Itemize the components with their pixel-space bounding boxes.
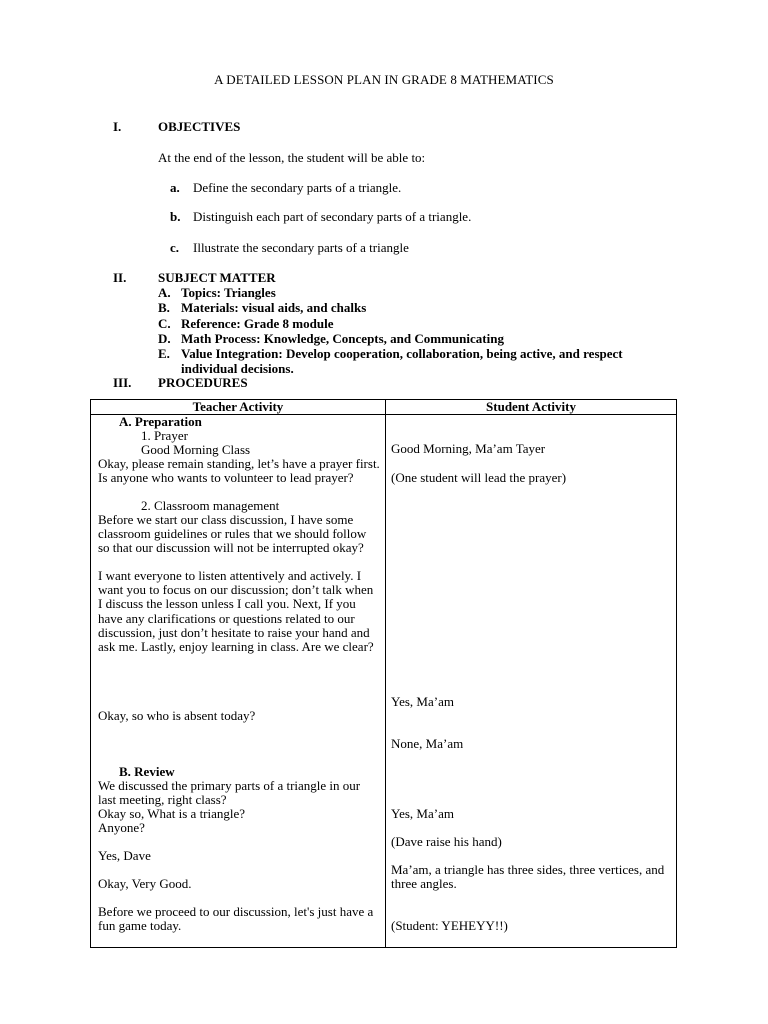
subject-matter-item [158, 346, 661, 376]
teacher-very-good: Okay, Very Good. [98, 876, 192, 891]
objective-letter: b. [170, 209, 181, 224]
teacher-absent-question: Okay, so who is absent today? [98, 708, 256, 723]
section-number: III. [113, 375, 132, 390]
teacher-remain-standing: Okay, please remain standing, let’s have a prayer first. Is anyone who wants to volunteer to lead prayer? [98, 456, 380, 486]
teacher-anyone: Anyone? [98, 820, 145, 835]
subject-matter-item [158, 316, 661, 331]
prayer-heading: 1. Prayer [141, 428, 188, 443]
document-title: A DETAILED LESSON PLAN IN GRADE 8 MATHEMATICS [214, 72, 554, 87]
teacher-greeting: Good Morning Class [141, 442, 251, 457]
teacher-guidelines: Before we start our class discussion, I have some classroom guidelines or rules that we should follow so that our discussion will not be interrupted okay? [98, 512, 367, 556]
objective-item [170, 180, 401, 196]
student-none-maam: None, Ma’am [391, 736, 464, 751]
student-triangle-definition: Ma’am, a triangle has three sides, three vertices, and three angles. [391, 862, 665, 892]
teacher-fun-game: Before we proceed to our discussion, let's just have a fun game today. [98, 904, 374, 934]
objective-text: Distinguish each part of secondary parts of a triangle. [193, 209, 472, 224]
classroom-management-heading: 2. Classroom management [141, 498, 280, 513]
section-number: I. [113, 119, 122, 134]
subject-matter-item [158, 300, 661, 315]
subject-matter-list [158, 270, 661, 376]
objective-text: Illustrate the secondary parts of a triangle [193, 240, 409, 255]
procedures-table [90, 399, 677, 948]
student-dave-raise-hand: (Dave raise his hand) [391, 834, 502, 849]
preparation-heading: A. Preparation [119, 414, 202, 429]
subject-matter-item [158, 331, 661, 346]
objective-item [170, 240, 409, 256]
section-heading: OBJECTIVES [158, 119, 241, 134]
teacher-what-is-triangle: Okay so, What is a triangle? [98, 806, 246, 821]
objectives-intro: At the end of the lesson, the student will be able to: [158, 150, 426, 165]
subject-matter-text: Materials: visual aids, and chalks [181, 300, 367, 316]
teacher-review-intro: We discussed the primary parts of a triangle in our last meeting, right class? [98, 778, 361, 808]
subject-matter-letter: C. [158, 315, 171, 331]
student-yes-maam: Yes, Ma’am [391, 806, 454, 821]
student-yes-maam: Yes, Ma’am [391, 694, 454, 709]
student-good-morning: Good Morning, Ma’am Tayer [391, 441, 546, 456]
subject-matter-text: Reference: Grade 8 module [181, 315, 334, 331]
section-heading: SUBJECT MATTER [158, 270, 276, 285]
subject-matter-letter: E. [158, 346, 170, 362]
subject-matter-text: Topics: Triangles [181, 285, 276, 301]
teacher-activity-header: Teacher Activity [192, 399, 284, 414]
section-heading: PROCEDURES [158, 375, 248, 390]
subject-matter-text: Value Integration: Develop cooperation, collaboration, being active, and respect individual decisions. [181, 346, 623, 377]
review-heading: B. Review [119, 764, 175, 779]
column-divider [385, 400, 386, 947]
student-activity-header: Student Activity [486, 399, 576, 414]
student-lead-prayer: (One student will lead the prayer) [391, 470, 567, 485]
subject-matter-letter: D. [158, 330, 171, 346]
subject-matter-text: Math Process: Knowledge, Concepts, and Communicating [181, 330, 504, 346]
teacher-yes-dave: Yes, Dave [98, 848, 151, 863]
student-yehey: (Student: YEHEYY!!) [391, 918, 508, 933]
section-number: II. [113, 270, 127, 285]
objective-text: Define the secondary parts of a triangle. [193, 180, 402, 195]
teacher-rules: I want everyone to listen attentively and actively. I want you to focus on our discussion; don’t talk when I discuss the lesson unless I call you. Next, If you have any clarifications or questions related to our discussion, just don’t hesitate to raise your hand and ask me. Lastly, enjoy learning in class. Are we clear? [98, 568, 374, 655]
objective-item [170, 209, 471, 225]
subject-matter-item [158, 285, 661, 300]
subject-matter-letter: B. [158, 300, 170, 316]
objective-letter: c. [170, 240, 180, 255]
subject-matter-letter: A. [158, 285, 171, 301]
objective-letter: a. [170, 180, 180, 195]
